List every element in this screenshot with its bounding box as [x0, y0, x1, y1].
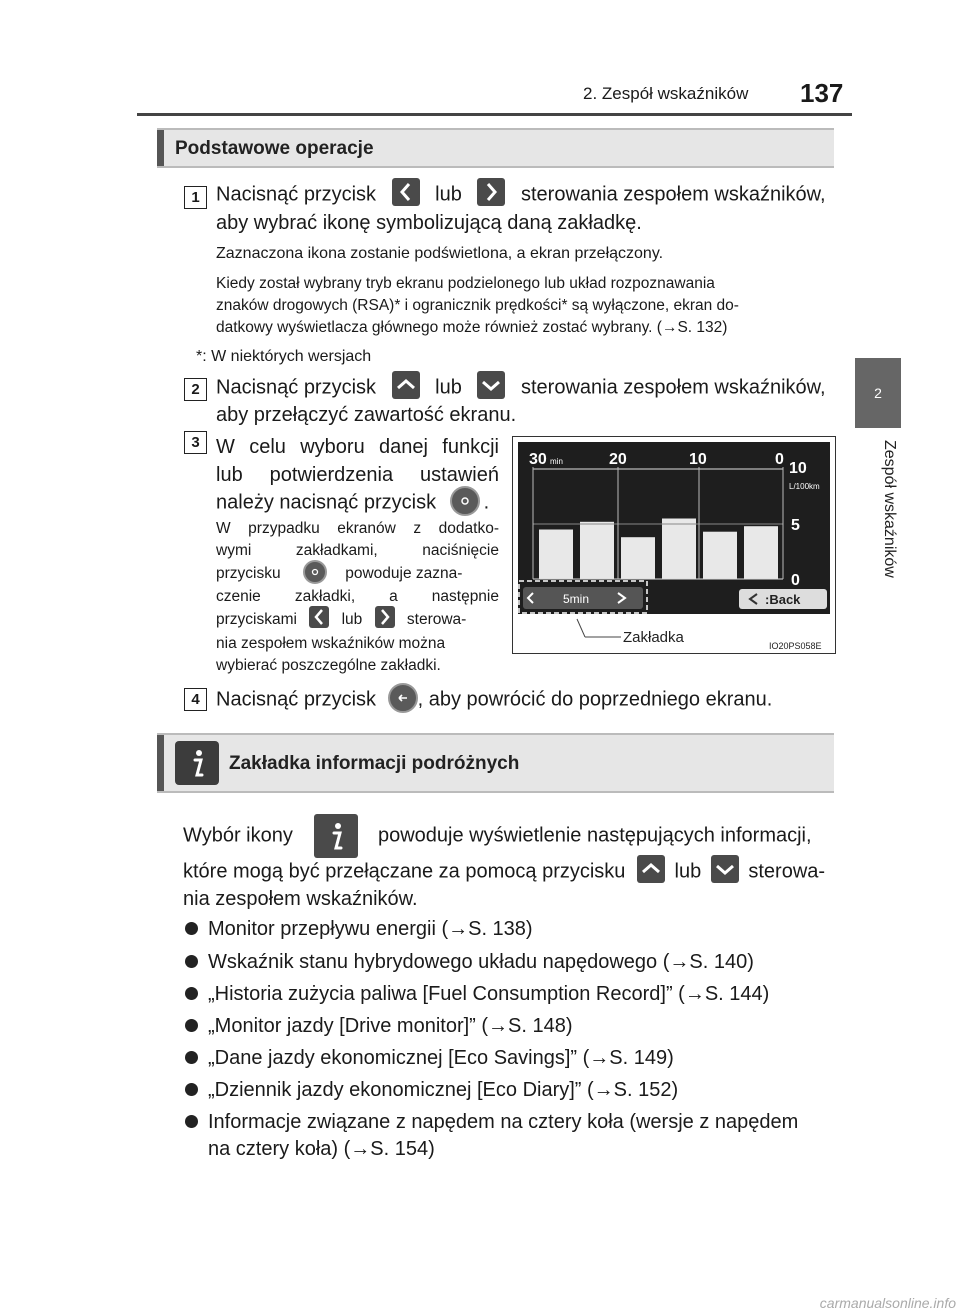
back-label: :Back: [765, 592, 801, 607]
page-number: 137: [800, 78, 844, 108]
chevron-up-icon: [392, 371, 420, 399]
section2-intro-d: lub: [674, 860, 702, 883]
step-number-3: 3: [184, 431, 207, 454]
step3-note4: czenie zakładki, a następnie: [216, 588, 499, 605]
ok-button-icon: [450, 486, 480, 516]
section2-intro-e: sterowa-: [748, 860, 826, 883]
scale-unit: L/100km: [789, 482, 820, 491]
step3-note5-c: sterowa-: [406, 611, 467, 629]
section2-intro-a: Wybór ikony: [183, 824, 293, 847]
list-item-text: „Historia zużycia paliwa [Fuel Consumption Record]” (→S. 144): [208, 983, 770, 1005]
footnote: *: W niektórych wersjach: [196, 348, 372, 365]
info-icon: [175, 741, 219, 785]
bullet-icon: [185, 922, 198, 935]
axis-label-10: 10: [689, 451, 707, 468]
step4-text-b: , aby powrócić do poprzedniego ekranu.: [417, 688, 773, 711]
step3-note5-a: przyciskami: [216, 611, 297, 629]
step3-note5: [216, 609, 466, 631]
axis-unit-min: min: [550, 457, 563, 466]
figure-code: IO20PS058E: [769, 641, 822, 651]
list-item: [185, 1077, 678, 1104]
step3-note3: [216, 562, 462, 586]
axis-label-30: 30: [529, 451, 547, 468]
list-item-text: Informacje związane z napędem na cztery koła (wersje z napędem: [208, 1111, 799, 1133]
history-bar: [662, 519, 696, 580]
info-icon-inline: [314, 814, 358, 858]
list-item-text: Wskaźnik stanu hybrydowego układu napędowego (→S. 140): [208, 951, 754, 973]
step4-line: [216, 685, 772, 715]
bullet-icon: [185, 1115, 198, 1128]
chevron-down-icon: [477, 371, 505, 399]
section2-title: Zakładka informacji podróżnych: [229, 753, 520, 774]
header-rule: [137, 113, 852, 116]
bullet-icon: [185, 1019, 198, 1032]
step1-text-c: sterowania zespołem wskaźników,: [521, 183, 826, 206]
step1-note2c: datkowy wyświetlacza głównego może również zostać wybrany. (→S. 132): [216, 319, 728, 336]
step3-line2: lub potwierdzenia ustawień: [216, 464, 499, 486]
step3-note3-a: przycisku: [216, 565, 281, 583]
section2-intro-c: które mogą być przełączane za pomocą przycisku: [183, 860, 626, 883]
axis-label-0: 0: [775, 451, 784, 468]
step2-text-a: Nacisnąć przycisk: [216, 376, 377, 399]
step3-note3-b: powoduje zazna-: [345, 565, 463, 583]
list-item-text: „Dziennik jazdy ekonomicznej [Eco Diary]” (→S. 152): [208, 1079, 679, 1101]
step1-note2b: znaków drogowych (RSA)* i ogranicznik prędkości* są wyłączone, ekran do-: [216, 297, 739, 314]
list-item: [185, 949, 754, 976]
step1-text-b: lub: [435, 183, 462, 206]
history-bar: [744, 526, 778, 579]
scale-label-10: 10: [789, 460, 807, 477]
step3-note2: wymi zakładkami, naciśnięcie: [216, 542, 499, 559]
section-header-basic-operations: [157, 128, 834, 168]
step2-text-b: lub: [435, 376, 462, 399]
history-bar: [703, 532, 737, 579]
history-bar: [580, 522, 614, 579]
list-item-text: Monitor przepływu energii (→S. 138): [208, 918, 533, 940]
scale-label-5: 5: [791, 517, 800, 534]
display-illustration: [512, 436, 836, 654]
step-number-2: 2: [184, 378, 207, 401]
section-header-trip-info: [157, 733, 834, 793]
callout-zakladka: Zakładka: [623, 629, 684, 646]
step3-note5-b: lub: [341, 611, 363, 629]
step1-note2a: Kiedy został wybrany tryb ekranu podzielonego lub układ rozpoznawania: [216, 275, 715, 292]
list-item: [185, 981, 769, 1008]
back-button-icon: [388, 683, 418, 713]
section2-intro-b: powoduje wyświetlenie następujących informacji,: [377, 824, 812, 847]
side-tab-number: 2: [855, 358, 901, 428]
section-title: Podstawowe operacje: [175, 138, 374, 159]
tab-label: 5min: [563, 592, 590, 606]
section-header-bar: [157, 735, 164, 791]
list-item-text: „Dane jazdy ekonomicznej [Eco Savings]” (→S. 149): [208, 1047, 674, 1069]
step3-line3: [216, 488, 489, 518]
step3-line1: W celu wyboru danej funkcji: [216, 436, 499, 458]
chevron-left-icon: [392, 178, 420, 206]
chevron-left-icon-small: [309, 606, 329, 628]
header-section-title: 2. Zespół wskaźników: [583, 84, 749, 103]
step3-text-l3end: .: [483, 491, 490, 514]
list-item: [185, 1045, 674, 1072]
bullet-icon: [185, 955, 198, 968]
list-item: [185, 1013, 573, 1040]
step3-note1: W przypadku ekranów z dodatko-: [216, 520, 499, 537]
step1-text-a: Nacisnąć przycisk: [216, 183, 377, 206]
history-bar: [621, 537, 655, 579]
bullet-icon: [185, 987, 198, 1000]
axis-label-20: 20: [609, 451, 627, 468]
step4-text-a: Nacisnąć przycisk: [216, 688, 377, 711]
step1-note1: Zaznaczona ikona zostanie podświetlona, a ekran przełączony.: [216, 245, 664, 262]
section2-intro-line2: [183, 858, 825, 886]
list-item-continuation: na cztery koła) (→S. 154): [208, 1138, 435, 1160]
scale-label-0: 0: [791, 572, 800, 589]
step3-note6: nia zespołem wskaźników można: [216, 635, 446, 652]
step1-line2: aby wybrać ikonę symbolizującą daną zakładkę.: [216, 212, 642, 234]
chevron-right-icon-small: [375, 606, 395, 628]
step2-line2: aby przełączyć zawartość ekranu.: [216, 404, 517, 426]
step3-text-l3: należy nacisnąć przycisk: [216, 491, 437, 514]
fuel-history-screen: [513, 437, 835, 653]
history-bar: [539, 530, 573, 580]
ok-button-icon-small: [303, 560, 327, 584]
bullet-icon: [185, 1083, 198, 1096]
section2-intro-line3: nia zespołem wskaźników.: [183, 888, 418, 910]
watermark: carmanualsonline.info: [819, 1295, 956, 1311]
chevron-right-icon: [477, 178, 505, 206]
list-item: [185, 916, 533, 943]
step-number-4: 4: [184, 688, 207, 711]
list-item-text: „Monitor jazdy [Drive monitor]” (→S. 148): [208, 1015, 573, 1037]
step1-line1: [216, 181, 826, 209]
step2-line1: [216, 374, 826, 402]
section2-intro-line1: [183, 814, 834, 858]
chevron-down-icon-2: [711, 855, 739, 883]
list-item: [185, 1109, 798, 1136]
bullet-icon: [185, 1051, 198, 1064]
step3-note7: wybierać poszczególne zakładki.: [216, 657, 441, 674]
step2-text-c: sterowania zespołem wskaźników,: [521, 376, 826, 399]
chevron-up-icon-2: [637, 855, 665, 883]
side-tab-label: Zespół wskaźników: [881, 440, 898, 578]
section-header-bar: [157, 130, 164, 166]
step-number-1: 1: [184, 186, 207, 209]
